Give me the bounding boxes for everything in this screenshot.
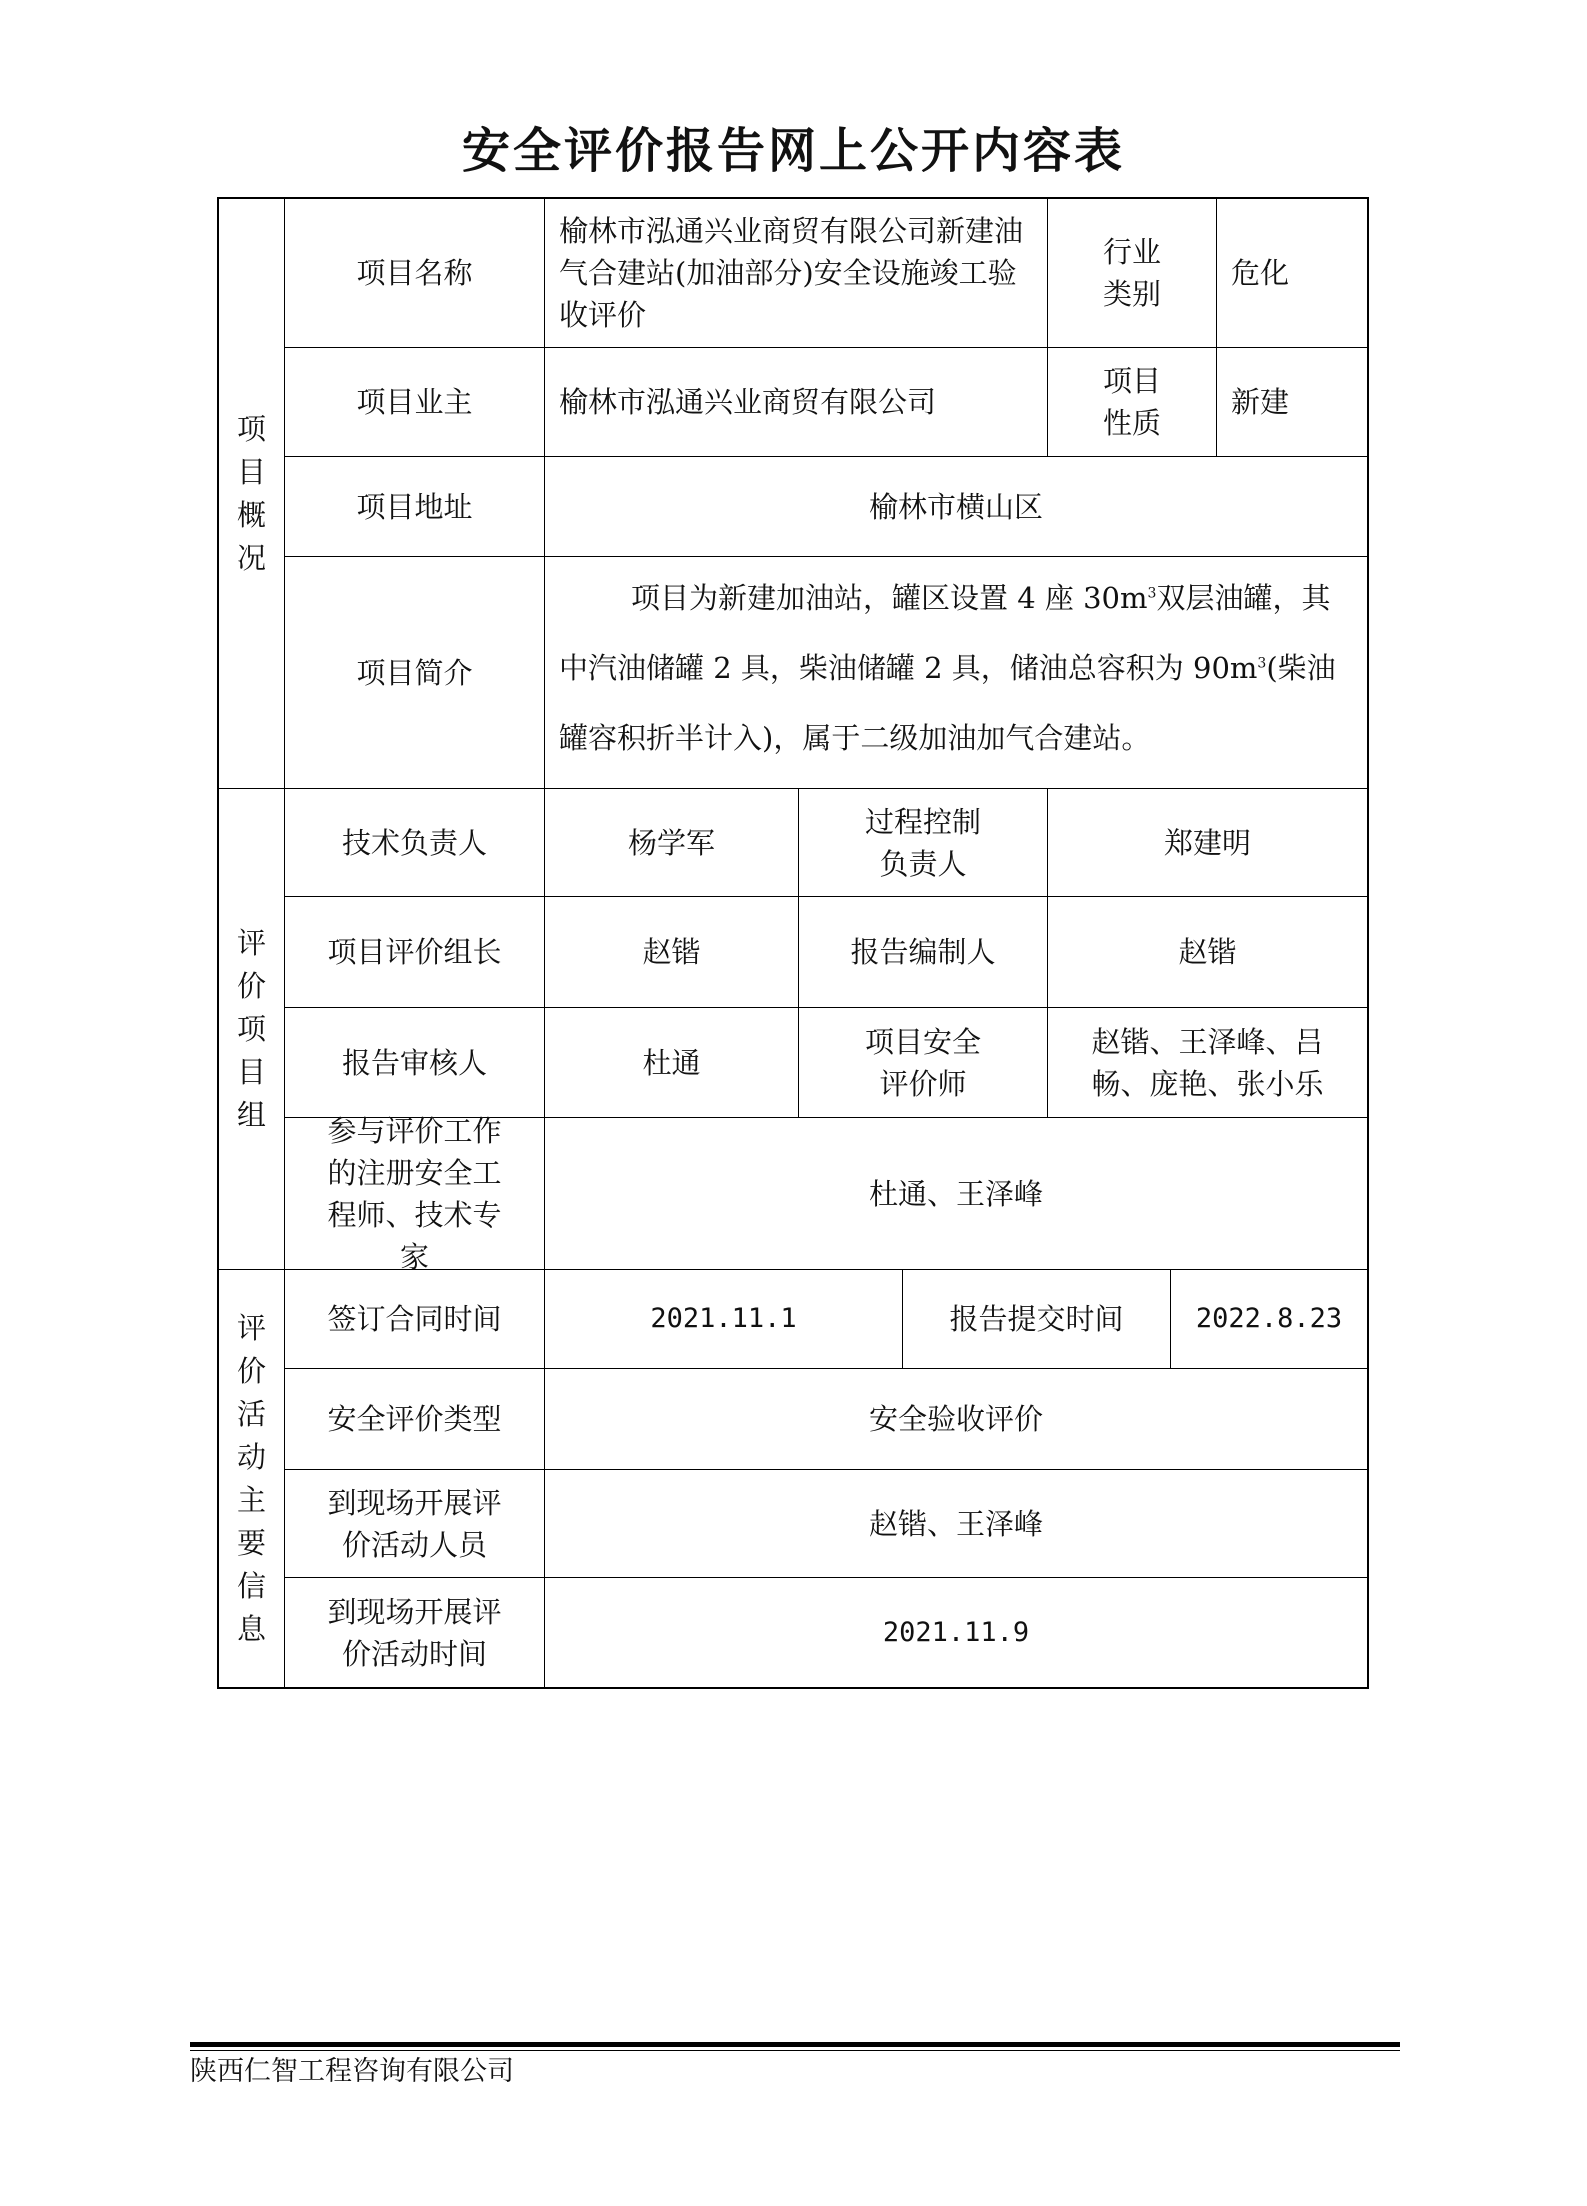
tech-lead-value: 杨学军 [545, 789, 799, 897]
process-control-value: 郑建明 [1048, 789, 1367, 897]
site-time-label: 到现场开展评价活动时间 [285, 1578, 545, 1687]
section-label-overview: 项 目 概 况 [219, 199, 285, 789]
project-owner-label: 项目业主 [285, 348, 545, 457]
site-people-label: 到现场开展评价活动人员 [285, 1470, 545, 1578]
site-time-value: 2021.11.9 [882, 1616, 1030, 1648]
project-name-label: 项目名称 [285, 199, 545, 348]
footer-company: 陕西仁智工程咨询有限公司 [190, 2056, 514, 2087]
section-label-team: 评 价 项 目 组 [219, 789, 285, 1270]
industry-value: 危化 [1217, 199, 1367, 348]
reviewer-value: 杜通 [545, 1008, 799, 1118]
experts-label: 参与评价工作的注册安全工程师、技术专家 [285, 1118, 545, 1270]
evaluation-type-value: 安全验收评价 [545, 1369, 1367, 1470]
project-intro-value: 项目为新建加油站，罐区设置 4 座 $30m^3$双层油罐，其中汽油储罐 2 具，柴油储罐 2 具，储油总容积为 $90m^3$(柴油罐容积折半计入)，属于二级加油加气合建站。 [545, 557, 1367, 789]
project-nature-value: 新建 [1217, 348, 1367, 457]
footer-rule-thin [190, 2050, 1400, 2051]
section-label-activity: 评 价 活 动 主 要 信 息 [219, 1270, 285, 1687]
experts-value: 杜通、王泽峰 [545, 1118, 1367, 1270]
page-title: 安全评价报告网上公开内容表 [461, 123, 1125, 179]
project-address-label: 项目地址 [285, 457, 545, 557]
team-leader-value: 赵锴 [545, 897, 799, 1008]
reviewer-label: 报告审核人 [285, 1008, 545, 1118]
submit-date-value: 2022.8.23 [1171, 1270, 1367, 1369]
footer-rule-thick [190, 2042, 1400, 2047]
report-writer-value: 赵锴 [1048, 897, 1367, 1008]
project-intro-label: 项目简介 [285, 557, 545, 789]
project-address-value: 榆林市横山区 [545, 457, 1367, 557]
safety-evaluator-label: 项目安全评价师 [799, 1008, 1048, 1118]
contract-date-label: 签订合同时间 [285, 1270, 545, 1369]
evaluation-type-label: 安全评价类型 [285, 1369, 545, 1470]
team-leader-label: 项目评价组长 [285, 897, 545, 1008]
project-owner-value: 榆林市泓通兴业商贸有限公司 [545, 348, 1048, 457]
site-people-value: 赵锴、王泽峰 [545, 1470, 1367, 1578]
project-nature-label: 项目性质 [1048, 348, 1217, 457]
project-name-value: 榆林市泓通兴业商贸有限公司新建油气合建站(加油部分)安全设施竣工验收评价 [545, 199, 1048, 348]
contract-date-value: 2021.11.1 [545, 1270, 903, 1369]
process-control-label: 过程控制负责人 [799, 789, 1048, 897]
disclosure-table [217, 197, 1369, 1689]
report-writer-label: 报告编制人 [799, 897, 1048, 1008]
safety-evaluator-value: 赵锴、王泽峰、吕畅、庞艳、张小乐 [1048, 1008, 1367, 1118]
submit-date-label: 报告提交时间 [903, 1270, 1171, 1369]
industry-label: 行业类别 [1048, 199, 1217, 348]
tech-lead-label: 技术负责人 [285, 789, 545, 897]
